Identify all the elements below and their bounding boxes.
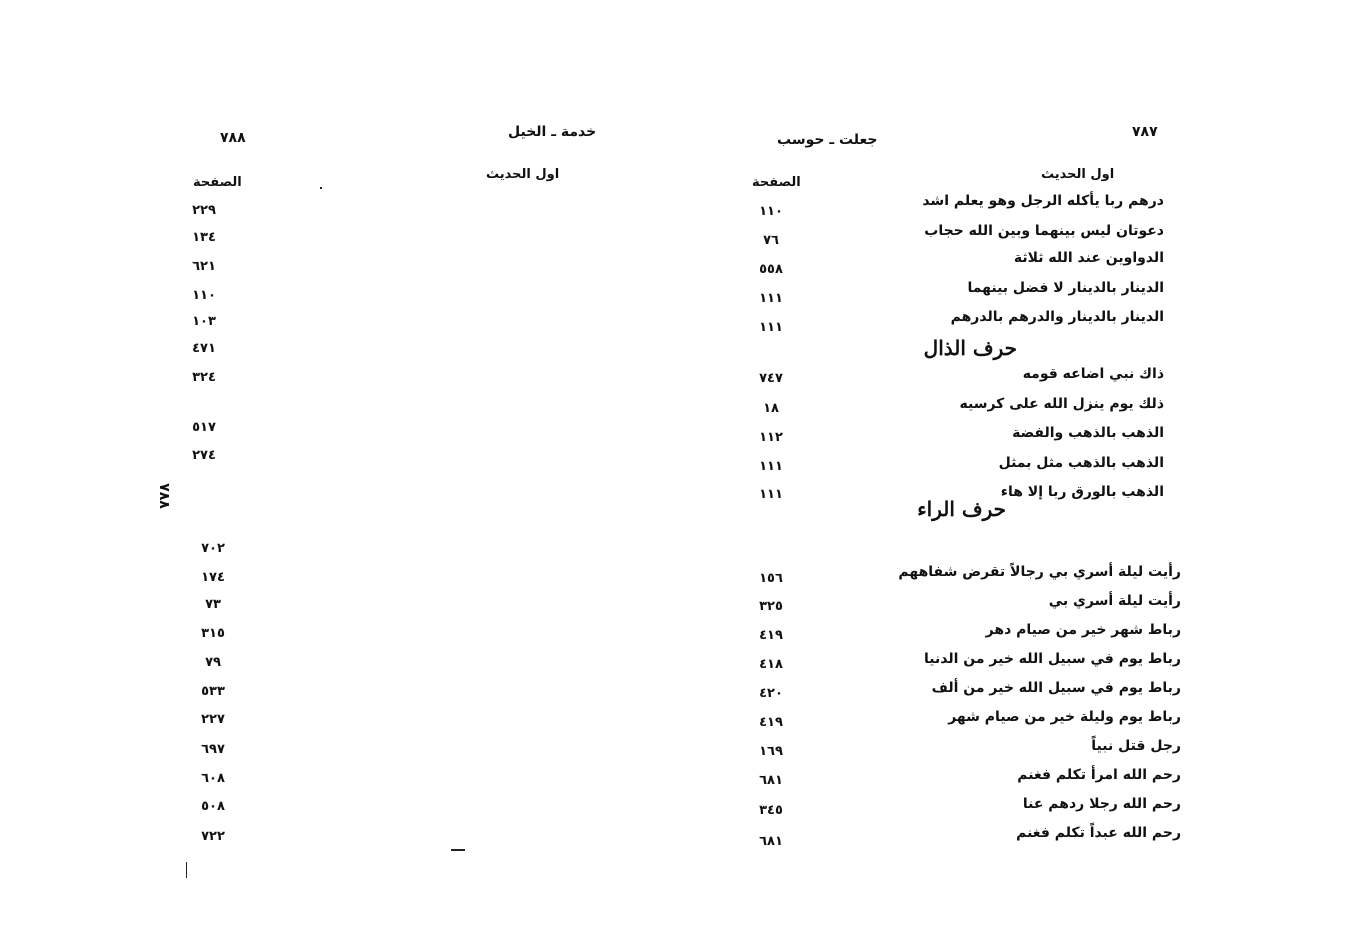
page-ref: ١٣٤ bbox=[192, 230, 216, 245]
page-ref: ١١١ bbox=[759, 291, 783, 306]
page-ref: ٣٢٤ bbox=[192, 370, 216, 385]
page-ref: ٦٠٨ bbox=[201, 771, 225, 786]
list-item: الدواوين عند الله ثلاثة bbox=[1013, 250, 1164, 266]
list-item: رحم الله رجلا ردهم عنا bbox=[1022, 796, 1181, 812]
page-ref: ٤١٨ bbox=[759, 657, 783, 672]
ink-mark bbox=[451, 849, 465, 851]
page-ref: ٦٩٧ bbox=[201, 742, 225, 757]
left-page-number: ٧٨٨ bbox=[220, 130, 246, 146]
page-ref: ٥١٧ bbox=[192, 420, 216, 435]
page-ref: ١١٢ bbox=[759, 430, 783, 445]
page-ref: ١٥٦ bbox=[759, 571, 783, 586]
list-item: الدينار بالدينار لا فضل بينهما bbox=[967, 280, 1164, 296]
page-ref: ٥٠٨ bbox=[201, 799, 225, 814]
page-ref: ١٨ bbox=[763, 401, 779, 416]
list-item: درهم ربا يأكله الرجل وهو يعلم اشد bbox=[922, 193, 1164, 209]
page-ref: ٤٧١ bbox=[192, 341, 216, 356]
page-ref: ٢٢٩ bbox=[192, 203, 216, 218]
list-item: رباط شهر خير من صيام دهر bbox=[985, 622, 1181, 638]
right-running-head: جعلت ـ حوسب bbox=[777, 132, 878, 148]
left-page-column-label: الصفحة bbox=[193, 175, 242, 190]
page-ref: ٤٢٠ bbox=[759, 686, 783, 701]
page-ref: ١١١ bbox=[759, 320, 783, 335]
right-page-number: ٧٨٧ bbox=[1132, 124, 1158, 140]
list-item: الدينار بالدينار والدرهم بالدرهم bbox=[950, 309, 1164, 325]
list-item: الذهب بالذهب مثل بمثل bbox=[998, 455, 1164, 471]
page-ref: ٧٦ bbox=[763, 233, 779, 248]
page-ref: ١٦٩ bbox=[759, 744, 783, 759]
right-column-title: اول الحديث bbox=[1041, 167, 1115, 182]
list-item: الذهب بالذهب والفضة bbox=[1012, 425, 1164, 441]
right-page-column-label: الصفحة bbox=[752, 175, 801, 190]
page-ref: ٣١٥ bbox=[201, 626, 225, 641]
section-heading-ra: حرف الراء bbox=[917, 497, 1006, 521]
page-ref: ٧٣ bbox=[205, 597, 221, 612]
list-item: ذاك نبي اضاعه قومه bbox=[1022, 366, 1164, 382]
left-column-title: اول الحديث bbox=[486, 167, 560, 182]
page-ref: ١٠٣ bbox=[192, 314, 216, 329]
page-ref: ٦٨١ bbox=[759, 773, 783, 788]
page-ref: ٣٤٥ bbox=[759, 803, 783, 818]
list-item: رجل قتل نبياً bbox=[1091, 738, 1181, 754]
page-ref: ١١٠ bbox=[192, 288, 216, 303]
list-item: رحم الله امرأ تكلم فغنم bbox=[1017, 767, 1181, 783]
page-ref: ١١١ bbox=[759, 459, 783, 474]
page-ref: ٤١٩ bbox=[759, 715, 783, 730]
page-ref: ٧٢٢ bbox=[201, 829, 225, 844]
page-ref: ٢٧٤ bbox=[192, 448, 216, 463]
side-page-number: ٧٨٨ bbox=[155, 483, 172, 509]
page-ref: ٦٨١ bbox=[759, 834, 783, 849]
page-ref: ٥٥٨ bbox=[759, 262, 783, 277]
right-page bbox=[677, 0, 1354, 943]
page-ref: ١١١ bbox=[759, 487, 783, 502]
page-ref: ٤١٩ bbox=[759, 628, 783, 643]
list-item: رحم الله عبداً تكلم فغنم bbox=[1016, 825, 1181, 841]
left-running-head: خدمة ـ الخيل bbox=[508, 124, 597, 140]
page-ref: ٧٩ bbox=[205, 655, 221, 670]
list-item: رأيت ليلة أسري بي bbox=[1048, 593, 1181, 609]
page-ref: ٦٢١ bbox=[192, 259, 216, 274]
list-item: دعوتان ليس بينهما وبين الله حجاب bbox=[924, 223, 1164, 239]
page-ref: ٥٣٣ bbox=[201, 684, 225, 699]
list-item: رباط يوم في سبيل الله خير من ألف bbox=[931, 680, 1181, 696]
section-heading-dhal: حرف الذال bbox=[923, 336, 1017, 360]
page-ref: ٧٤٧ bbox=[759, 371, 783, 386]
ink-mark bbox=[320, 187, 322, 189]
page-ref: ١٧٤ bbox=[201, 570, 225, 585]
page-ref: ٧٠٢ bbox=[201, 541, 225, 556]
ink-mark bbox=[186, 862, 187, 878]
page-ref: ٣٢٥ bbox=[759, 599, 783, 614]
list-item: رأيت ليلة أسري بي رجالاً تقرض شفاههم bbox=[898, 564, 1181, 580]
list-item: ذلك يوم ينزل الله على كرسيه bbox=[959, 396, 1164, 412]
list-item: الذهب بالورق ربا إلا هاء bbox=[1000, 484, 1164, 500]
page-ref: ١١٠ bbox=[759, 204, 783, 219]
page-ref: ٢٢٧ bbox=[201, 712, 225, 727]
list-item: رباط يوم في سبيل الله خير من الدنيا bbox=[924, 651, 1181, 667]
list-item: رباط يوم وليلة خير من صيام شهر bbox=[948, 709, 1181, 725]
